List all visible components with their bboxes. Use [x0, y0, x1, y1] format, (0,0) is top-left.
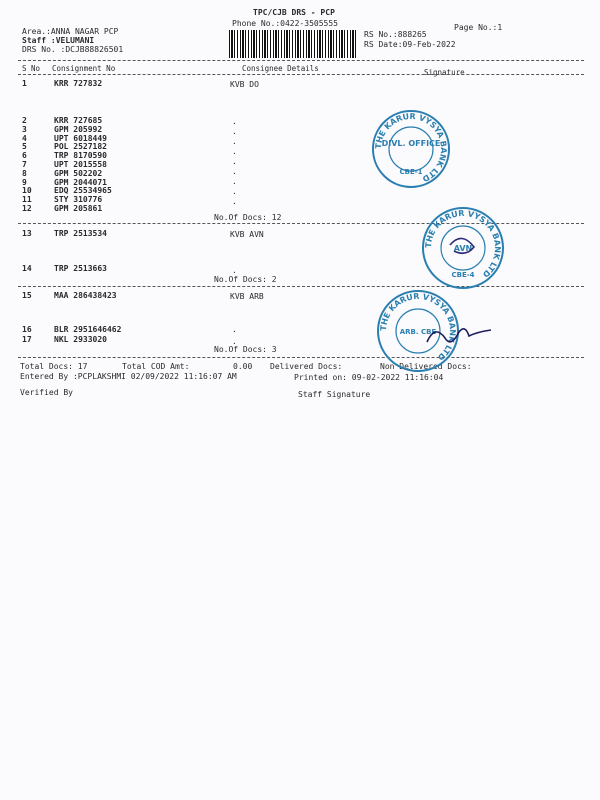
- phone-number: Phone No.:0422-3505555: [232, 19, 338, 28]
- col-sno: S No: [22, 64, 41, 73]
- stamp-code: CBE-4: [451, 271, 475, 279]
- row-sno: 13: [22, 229, 32, 238]
- row-sno: 1: [22, 79, 27, 88]
- total-cod-value: 0.00: [233, 362, 253, 371]
- staff-label: Staff :VELUMANI: [22, 36, 95, 45]
- rs-number: RS No.:888265: [364, 30, 427, 39]
- delivered-docs: Delivered Docs:: [270, 362, 343, 371]
- row-sno: 15: [22, 291, 32, 300]
- divider: [18, 74, 584, 75]
- divider: [18, 357, 584, 358]
- col-consignee: Consignee Details: [242, 64, 319, 73]
- row-consignment: BLR 2951646462: [54, 325, 122, 334]
- rs-date: RS Date:09-Feb-2022: [364, 40, 456, 49]
- consignee-name: KVB ARB: [230, 292, 264, 301]
- stamp-center: AVN: [453, 244, 473, 253]
- consignee-name: KVB DO: [230, 80, 259, 89]
- row-sno: 10: [22, 186, 32, 196]
- row-sno: 6: [22, 151, 27, 161]
- row-consignment: MAA 286438423: [54, 291, 117, 300]
- row-sno: 12: [22, 204, 32, 213]
- total-docs: Total Docs: 17: [20, 362, 88, 371]
- row-consignment: GPM 502202: [54, 168, 103, 178]
- row-sno: 9: [22, 177, 27, 187]
- divider: [18, 60, 584, 61]
- row-sno: 2: [22, 116, 27, 125]
- barcode: [229, 30, 356, 58]
- row-sno: 3: [22, 124, 27, 134]
- row-sno: 16: [22, 325, 32, 334]
- col-signature: Signature: [424, 68, 465, 77]
- docs-count: No.Of Docs: 3: [214, 345, 277, 354]
- row-consignment: GPM 205992: [54, 124, 103, 134]
- staff-signature: Staff Signature: [298, 390, 371, 399]
- col-consignment: Consignment No: [52, 64, 116, 73]
- row-consignment: TRP 8170590: [54, 151, 107, 161]
- page-number: Page No.:1: [454, 23, 503, 32]
- consignee-name: KVB AVN: [230, 230, 264, 239]
- row-consignment: NKL 2933020: [54, 335, 107, 344]
- row-consignment: KRR 727832: [54, 79, 103, 88]
- row-consignment: GPM 2044071: [54, 177, 107, 187]
- stamp-bank-name: THE KARUR VYSYA BANK LTD: [378, 291, 458, 363]
- row-consignment: TRP 2513534: [54, 229, 107, 238]
- stamp-bank-name: THE KARUR VYSYA BANK LTD: [373, 111, 449, 184]
- row-consignment: TRP 2513663: [54, 264, 107, 273]
- stamp-center: DIVL. OFFICE: [381, 139, 441, 148]
- signature-scribble: [425, 322, 495, 352]
- row-consignment: UPT 6018449: [54, 133, 107, 143]
- row-sno: 17: [22, 335, 32, 344]
- row-consignment: EDQ 25534965: [54, 186, 112, 196]
- entered-by: Entered By :PCPLAKSHMI 02/09/2022 11:16:07 AM: [20, 372, 237, 381]
- drs-number: DRS No. :DCJB88826501: [22, 45, 124, 54]
- area-label: Area.:ANNA NAGAR PCP: [22, 27, 119, 36]
- stamp-code: CBE-1: [399, 168, 423, 176]
- row-consignment: POL 2527182: [54, 142, 107, 152]
- non-delivered-docs: Non Delivered Docs:: [380, 362, 472, 371]
- row-sno: 14: [22, 264, 32, 273]
- docs-count: No.Of Docs: 12: [214, 213, 282, 222]
- row-consignment: STY 310776: [54, 195, 103, 205]
- row-sno: 5: [22, 142, 27, 152]
- printed-on: Printed on: 09-02-2022 11:16:04: [294, 373, 444, 382]
- stamp-center: ARB. CBE: [399, 328, 437, 336]
- row-sno: 7: [22, 160, 27, 169]
- bank-stamp-avn: [420, 205, 506, 291]
- row-sno: 4: [22, 133, 27, 143]
- total-cod-label: Total COD Amt:: [122, 362, 190, 371]
- row-consignment: UPT 2015558: [54, 160, 107, 169]
- row-consignment: KRR 727685: [54, 116, 103, 125]
- verified-by: Verified By: [20, 388, 73, 397]
- stamp-bank-name: THE KARUR VYSYA BANK LTD: [423, 208, 503, 280]
- document-title: TPC/CJB DRS - PCP: [253, 8, 335, 17]
- row-consignment: GPM 205861: [54, 204, 103, 213]
- row-sno: 8: [22, 168, 27, 178]
- row-sno: 11: [22, 195, 32, 205]
- docs-count: No.Of Docs: 2: [214, 275, 277, 284]
- bank-stamp-divl-office: [370, 108, 452, 190]
